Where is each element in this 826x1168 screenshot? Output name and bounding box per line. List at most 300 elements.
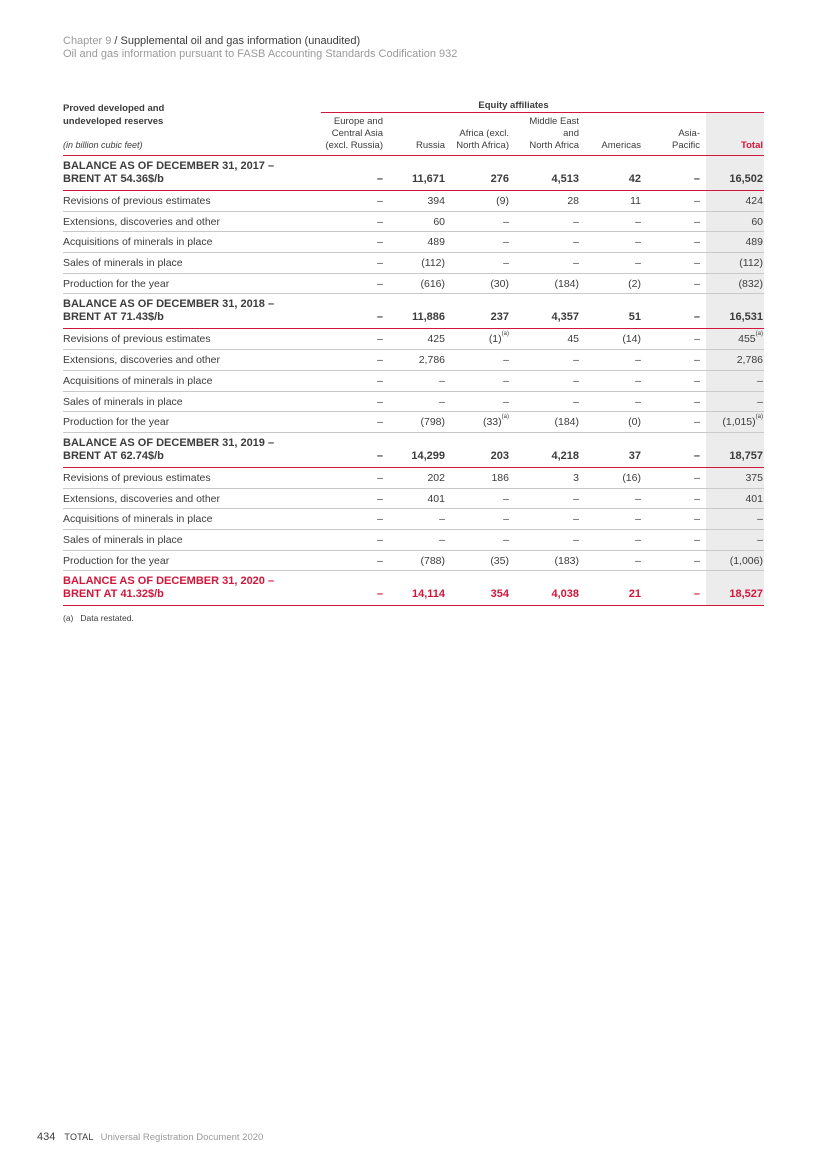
cell-text: 60 [751,215,763,228]
column-header-line: Pacific [672,140,700,151]
cell-text: (9) [496,195,509,207]
cell-value [579,354,641,366]
cell-text: – [377,513,383,526]
row-label: Sales of minerals in place [63,533,183,546]
table-row [63,489,764,510]
balance-row [63,433,764,468]
column-header-line: Total [741,140,763,151]
cell-value [509,354,579,366]
cell-value [579,534,641,546]
cell-value [641,513,700,525]
cell-value [445,257,509,269]
table-header [63,98,764,156]
column-header-line [579,116,641,128]
cell-text: – [757,374,763,387]
page-number: 434 [37,1131,56,1143]
cell-value [321,416,383,428]
cell-value [445,534,509,546]
balance-value: 21 [628,588,641,601]
cell-text: – [635,554,641,567]
column-header-line: Asia- [678,128,700,139]
row-label: Acquisitions of minerals in place [63,374,213,387]
cell-value [579,236,641,248]
footnote-ref: (a) [755,331,763,338]
cell-value [706,375,763,387]
column-header-line [445,116,509,128]
document-title: Universal Registration Document 2020 [100,1132,264,1143]
cell-value [321,513,383,525]
cell-text: 489 [427,236,445,249]
cell-text: 394 [427,195,445,207]
cell-text: – [439,533,445,546]
cell-text: 3 [573,471,579,484]
cell-text: – [694,492,700,505]
cell-text: – [573,236,579,249]
cell-text: 375 [745,471,763,484]
cell-value [383,216,445,228]
balance-value: 18,527 [729,588,763,601]
table-title [63,102,263,128]
cell-value [321,555,383,567]
table-row [63,212,764,233]
column-header-line: Russia [415,140,445,151]
cell-text: – [757,533,763,546]
footnote [63,613,764,623]
cell-text: – [573,215,579,228]
cell-text: – [694,236,700,249]
cell-value [641,534,700,546]
column-header [579,116,641,152]
table-row [63,412,764,433]
cell-value [509,333,579,345]
cell-value [445,416,509,428]
footnote-ref: (a) [501,414,509,421]
cell-text: – [377,492,383,505]
cell-text: – [377,374,383,387]
cell-value [641,333,700,345]
row-label: Sales of minerals in place [63,395,183,408]
cell-text: – [377,395,383,408]
cell-value [641,416,700,428]
cell-value [383,333,445,345]
cell-text: 45 [567,333,579,346]
cell-text: 2,786 [418,354,445,367]
cell-value [383,236,445,248]
cell-value [383,354,445,366]
cell-value [579,195,641,207]
balance-value: 4,218 [551,449,579,462]
cell-text: – [694,513,700,526]
balance-label-line: BRENT AT 71.43$/b [63,311,164,324]
cell-text: (788) [420,554,445,567]
cell-value [509,416,579,428]
balance-label-line: BALANCE AS OF DECEMBER 31, 2020 – [63,575,275,588]
cell-value [641,257,700,269]
cell-value [321,195,383,207]
column-header-line: Americas [601,140,641,151]
cell-text: (14) [622,333,641,346]
cell-text: – [377,471,383,484]
table-row [63,274,764,295]
cell-value [509,195,579,207]
cell-value [509,555,579,567]
chapter-title: / Supplemental oil and gas information (unaudited) [114,35,361,47]
balance-value: 11,886 [411,311,445,324]
balance-value: – [376,173,383,185]
balance-value: – [693,449,700,462]
balance-value: 16,531 [729,311,763,324]
cell-value [445,493,509,505]
balance-value: 14,114 [411,588,445,601]
column-header-line: (excl. Russia) [325,140,383,151]
balance-value: – [376,449,383,462]
balance-label-line: BRENT AT 54.36$/b [63,173,164,185]
table-row [63,191,764,212]
row-label: Sales of minerals in place [63,257,183,270]
cell-text: 401 [745,492,763,505]
column-header [509,116,579,152]
cell-text: – [757,513,763,526]
row-label: Extensions, discoveries and other [63,354,221,367]
cell-value [579,278,641,290]
balance-value: 11,671 [411,173,445,185]
cell-text: – [635,236,641,249]
row-label: Acquisitions of minerals in place [63,236,213,249]
cell-value [321,257,383,269]
cell-value [706,257,763,269]
cell-value [321,236,383,248]
column-header-line [383,116,445,128]
cell-value [383,375,445,387]
cell-value [509,513,579,525]
cell-text: – [635,492,641,505]
cell-text: – [635,533,641,546]
row-label: Production for the year [63,554,170,567]
balance-label [63,160,274,186]
page-footer [37,1131,263,1143]
cell-text: – [503,374,509,387]
column-header [383,116,445,152]
cell-value [383,534,445,546]
cell-text: – [694,215,700,228]
table-row [63,371,764,392]
cell-value [321,333,383,345]
column-header-line [641,116,700,128]
column-header [706,116,763,152]
cell-value [445,555,509,567]
cell-value [706,416,763,428]
cell-value [321,472,383,484]
table-row [63,530,764,551]
cell-value [509,534,579,546]
balance-value: 37 [628,449,641,462]
cell-text: – [635,513,641,526]
chapter-subtitle: Oil and gas information pursuant to FASB Accounting Standards Codification 932 [63,48,458,60]
cell-value [383,472,445,484]
cell-text: – [377,215,383,228]
cell-value [509,257,579,269]
cell-text: – [635,257,641,270]
column-header [445,116,509,152]
cell-text: 28 [567,195,579,207]
cell-text: – [694,395,700,408]
cell-value [641,493,700,505]
cell-text: (183) [554,554,579,567]
cell-text: 425 [427,333,445,346]
cell-text: – [694,554,700,567]
cell-value [579,216,641,228]
table-row [63,509,764,530]
cell-text: (1,006) [729,554,763,567]
cell-value [509,278,579,290]
balance-value: 4,038 [551,588,579,601]
column-header-line: Europe and [333,116,383,127]
cell-text: – [635,395,641,408]
cell-value [445,195,509,207]
cell-text: 60 [433,215,445,228]
column-header-line [706,116,763,128]
cell-text: – [635,354,641,367]
balance-value: 51 [628,311,641,324]
footnote-ref: (a) [755,414,763,421]
cell-value [706,333,763,345]
cell-text: – [573,395,579,408]
cell-text: 401 [427,492,445,505]
cell-text: (35) [490,554,509,567]
balance-value: 276 [490,173,509,185]
cell-value [383,513,445,525]
cell-value [579,493,641,505]
cell-value [445,396,509,408]
cell-value [321,534,383,546]
cell-value [509,375,579,387]
cell-text: – [635,374,641,387]
cell-text: – [694,277,700,290]
cell-text: – [503,395,509,408]
cell-value [383,416,445,428]
cell-value [445,472,509,484]
cell-value [579,333,641,345]
balance-label-line: BALANCE AS OF DECEMBER 31, 2019 – [63,436,275,449]
cell-value [579,472,641,484]
table-row [63,551,764,572]
cell-value [706,555,763,567]
cell-value [641,216,700,228]
cell-text: (2) [628,277,641,290]
row-label: Production for the year [63,277,170,290]
cell-text: – [377,554,383,567]
column-header-line [706,128,763,140]
cell-text: – [573,533,579,546]
footnote-ref: (a) [501,331,509,338]
column-header-line: Central Asia [331,128,383,139]
cell-text: – [377,277,383,290]
table-row [63,253,764,274]
cell-value [509,216,579,228]
final-balance-row [63,571,764,606]
cell-text: – [377,533,383,546]
cell-text: (1,015) [722,416,756,429]
cell-text: (616) [420,277,445,290]
cell-text: (30) [490,277,509,290]
cell-text: (184) [554,416,579,429]
table-unit: (in billion cubic feet) [63,140,143,150]
balance-label-line: BRENT AT 62.74$/b [63,449,164,462]
cell-text: – [377,354,383,367]
cell-value [445,236,509,248]
row-label: Revisions of previous estimates [63,195,211,207]
cell-value [579,396,641,408]
cell-text: 455 [738,333,756,346]
footnote-text: Data restated. [80,613,134,624]
cell-text: 489 [745,236,763,249]
cell-text: (33) [482,416,502,429]
table-title-line1: Proved developed and [63,103,165,114]
cell-text: 2,786 [736,354,763,367]
cell-value [579,257,641,269]
cell-text: (832) [738,277,763,290]
cell-value [706,493,763,505]
cell-text: (0) [628,416,641,429]
cell-value [383,493,445,505]
column-header-line: Africa (excl. [459,128,509,139]
cell-value [321,493,383,505]
cell-text: – [377,195,383,207]
balance-value: 4,357 [551,311,579,324]
chapter-prefix: Chapter 9 [63,35,112,47]
cell-value [509,493,579,505]
balance-value: 237 [490,311,509,324]
brand-name: TOTAL [64,1132,94,1142]
balance-row [63,294,764,329]
cell-value [706,472,763,484]
cell-text: – [573,492,579,505]
table-row [63,350,764,371]
cell-text: – [503,236,509,249]
cell-text: – [694,374,700,387]
cell-value [445,216,509,228]
balance-value: 203 [490,449,509,462]
cell-value [641,354,700,366]
cell-text: (184) [554,277,579,290]
column-header [641,116,700,152]
cell-text: 186 [491,471,509,484]
table-row [63,232,764,253]
row-label: Acquisitions of minerals in place [63,513,213,526]
cell-text: 424 [745,195,763,207]
cell-text: (112) [739,257,763,270]
row-label: Production for the year [63,416,170,429]
column-header-line: North Africa [529,140,579,151]
cell-value [321,278,383,290]
cell-value [706,236,763,248]
cell-text: – [503,513,509,526]
cell-value [641,472,700,484]
cell-value [641,195,700,207]
table-title-line2: undeveloped reserves [63,116,164,127]
balance-value: 16,502 [729,173,763,185]
column-header-line: North Africa) [456,140,509,151]
cell-text: – [439,395,445,408]
row-label: Revisions of previous estimates [63,333,211,346]
reserves-table [63,98,764,623]
column-header-line: Middle East [529,116,579,127]
balance-label-line: BALANCE AS OF DECEMBER 31, 2018 – [63,298,275,311]
cell-value [641,278,700,290]
column-header [321,116,383,152]
cell-text: – [439,513,445,526]
cell-text: – [377,236,383,249]
cell-value [445,278,509,290]
balance-value: 354 [490,588,509,601]
balance-value: – [376,311,383,324]
cell-value [383,257,445,269]
cell-text: – [377,416,383,429]
balance-row [63,156,764,191]
chapter-heading [63,35,457,48]
cell-text: (1) [488,333,502,346]
cell-text: – [694,333,700,346]
cell-value [706,195,763,207]
cell-text: 11 [630,195,641,207]
balance-value: 42 [628,173,641,185]
cell-text: – [694,257,700,270]
cell-text: (16) [622,471,641,484]
cell-value [445,354,509,366]
cell-value [579,555,641,567]
cell-value [383,555,445,567]
cell-value [579,375,641,387]
cell-value [579,416,641,428]
cell-value [641,236,700,248]
cell-value [706,278,763,290]
cell-value [383,195,445,207]
cell-text: – [694,533,700,546]
cell-value [321,396,383,408]
cell-text: – [694,471,700,484]
cell-text: – [503,257,509,270]
cell-value [509,472,579,484]
balance-label [63,575,274,601]
cell-text: – [694,195,700,207]
row-label: Extensions, discoveries and other [63,492,221,505]
cell-text: – [635,215,641,228]
balance-label [63,437,274,463]
cell-text: – [503,215,509,228]
cell-value [706,216,763,228]
balance-value: 14,299 [411,449,445,462]
group-header: Equity affiliates [478,100,549,111]
cell-text: – [377,333,383,346]
balance-label-line: BRENT AT 41.32$/b [63,588,164,601]
balance-value: – [376,588,383,601]
column-header-line: and [563,128,579,139]
balance-value: – [693,173,700,185]
table-row [63,329,764,350]
footnote-mark: (a) [63,613,74,624]
table-row [63,392,764,413]
cell-value [579,513,641,525]
cell-text: – [757,395,763,408]
cell-value [641,375,700,387]
cell-value [321,216,383,228]
cell-value [641,555,700,567]
cell-value [706,534,763,546]
cell-text: – [573,257,579,270]
cell-text: – [503,533,509,546]
row-label: Extensions, discoveries and other [63,215,221,228]
table-row [63,468,764,489]
